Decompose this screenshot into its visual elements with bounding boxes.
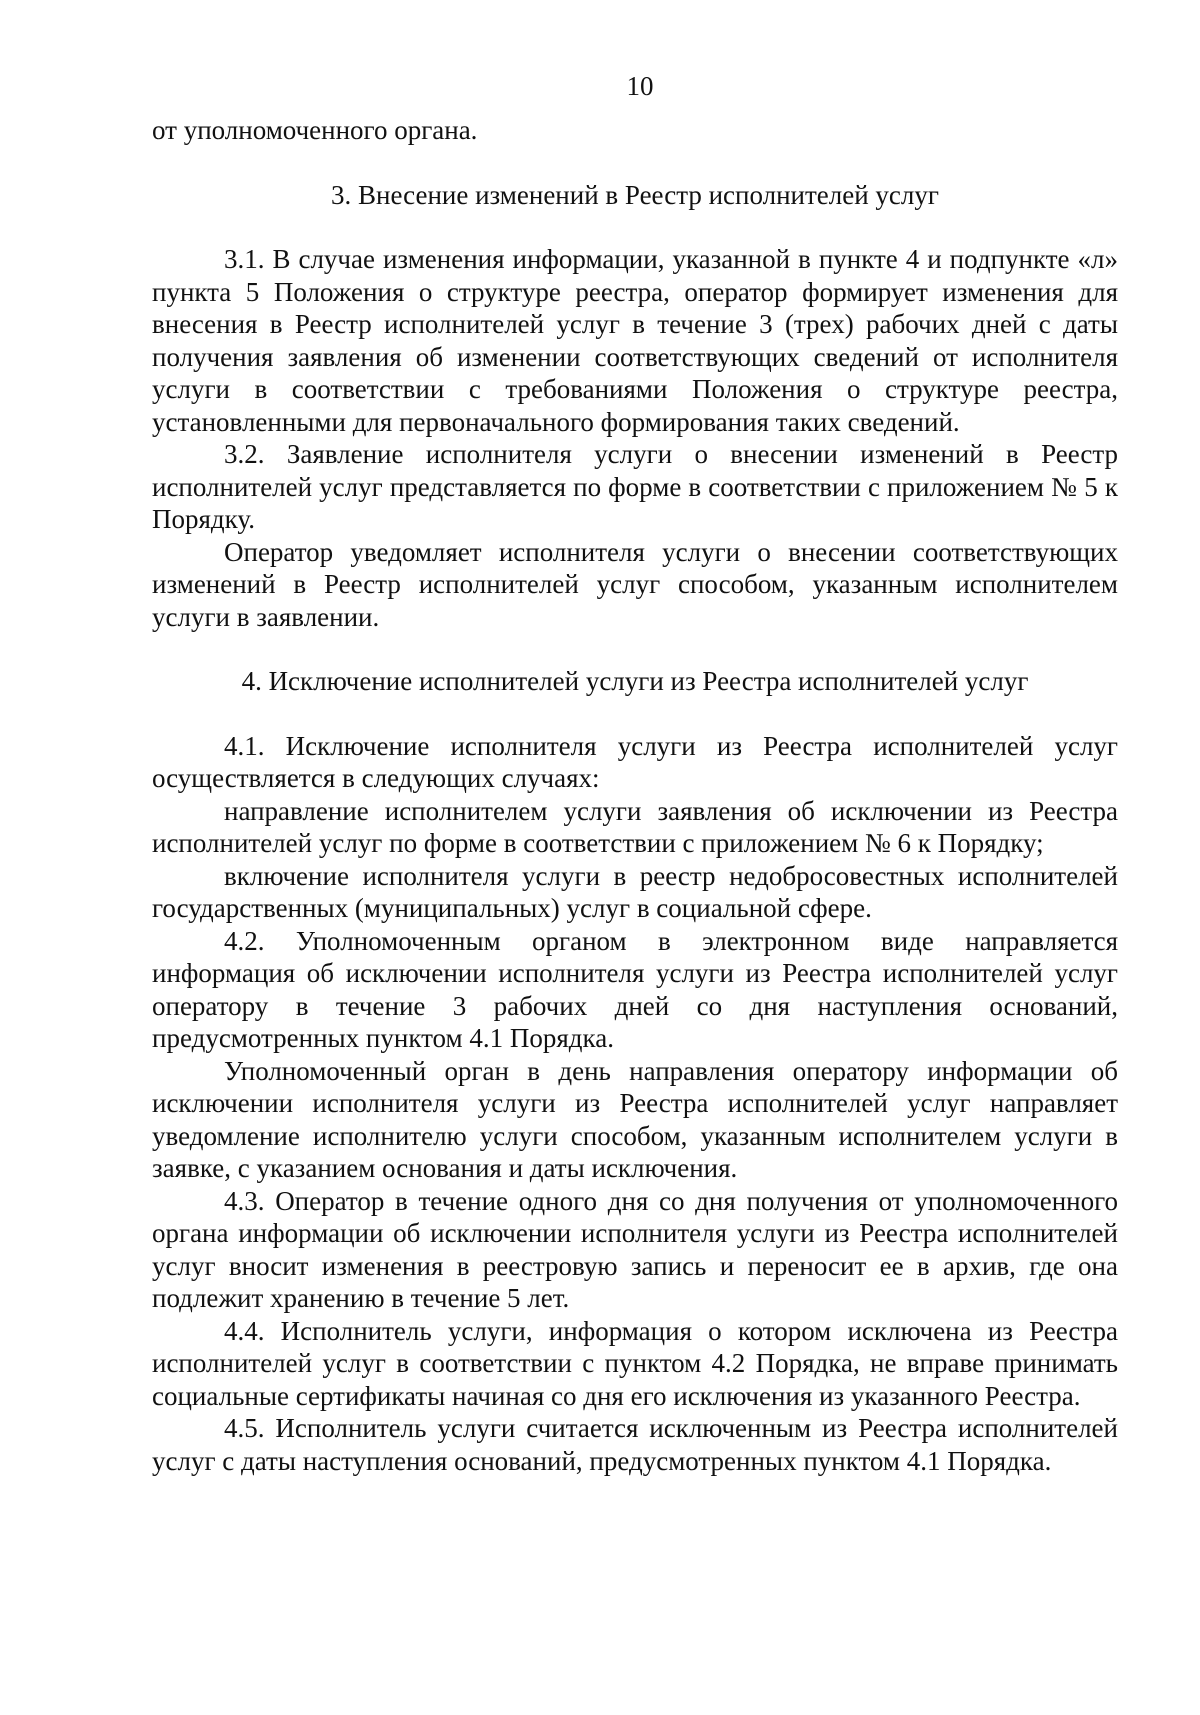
paragraph-4-2: 4.2. Уполномоченным органом в электронном виде направляется информация об исключении исполнителя услуги из Реестра исполнителей услуг оператору в течение 3 рабочих дней со дня наступления оснований, предусмотренных пунктом 4.1 Порядка. bbox=[152, 925, 1118, 1053]
page-number: 10 bbox=[626, 71, 654, 101]
paragraph-4-1-case-1: направление исполнителем услуги заявления об исключении из Реестра исполнителей услуг по форме в соответствии с приложением № 6 к Порядку; bbox=[152, 795, 1118, 858]
paragraph-3-2: 3.2. Заявление исполнителя услуги о внесении изменений в Реестр исполнителей услуг представляется по форме в соответствии с приложением № 5 к Порядку. bbox=[152, 439, 1118, 534]
section-4-heading: 4. Исключение исполнителей услуги из Реестра исполнителей услуг bbox=[241, 666, 1029, 696]
paragraph-4-5: 4.5. Исполнитель услуги считается исключенным из Реестра исполнителей услуг с даты наступления оснований, предусмотренных пунктом 4.1 Порядка. bbox=[152, 1413, 1118, 1476]
paragraph-4-1-case-2: включение исполнителя услуги в реестр недобросовестных исполнителей государственных (муниципальных) услуг в социальной сфере. bbox=[152, 860, 1118, 923]
paragraph-3-1: 3.1. В случае изменения информации, указанной в пункте 4 и подпункте «л» пункта 5 Положения о структуре реестра, оператор формирует изменения для внесения в Реестр исполнителей услуг в течение 3 (трех) рабочих дней с даты получения заявления об изменении соответствующих сведений от исполнителя услуги в соответствии с требованиями Положения о структуре реестра, установленными для первоначального формирования таких сведений. bbox=[152, 244, 1118, 437]
paragraph-4-4: 4.4. Исполнитель услуги, информация о котором исключена из Реестра исполнителей услуг в соответствии с пунктом 4.2 Порядка, не вправе принимать социальные сертификаты начиная со дня его исключения из указанного Реестра. bbox=[152, 1315, 1118, 1411]
continuation-text: от уполномоченного органа. bbox=[152, 115, 478, 145]
paragraph-4-1: 4.1. Исключение исполнителя услуги из Реестра исполнителей услуг осуществляется в следующих случаях: bbox=[152, 730, 1118, 793]
paragraph-operator-notice: Оператор уведомляет исполнителя услуги о внесении соответствующих изменений в Реестр исполнителей услуг способом, указанным исполнителем услуги в заявлении. bbox=[152, 536, 1118, 632]
paragraph-authority-notice: Уполномоченный орган в день направления оператору информации об исключении исполнителя услуги из Реестра исполнителей услуг направляет уведомление исполнителю услуги способом, указанным исполнителем услуги в заявке, с указанием основания и даты исключения. bbox=[152, 1055, 1118, 1183]
section-3-heading: 3. Внесение изменений в Реестр исполнителей услуг bbox=[331, 179, 939, 210]
document-body bbox=[152, 114, 1118, 1477]
paragraph-4-3: 4.3. Оператор в течение одного дня со дня получения от уполномоченного органа информации об исключении исполнителя услуги из Реестра исполнителей услуг вносит изменения в реестровую запись и переносит ее в архив, где она подлежит хранению в течение 5 лет. bbox=[152, 1185, 1118, 1313]
